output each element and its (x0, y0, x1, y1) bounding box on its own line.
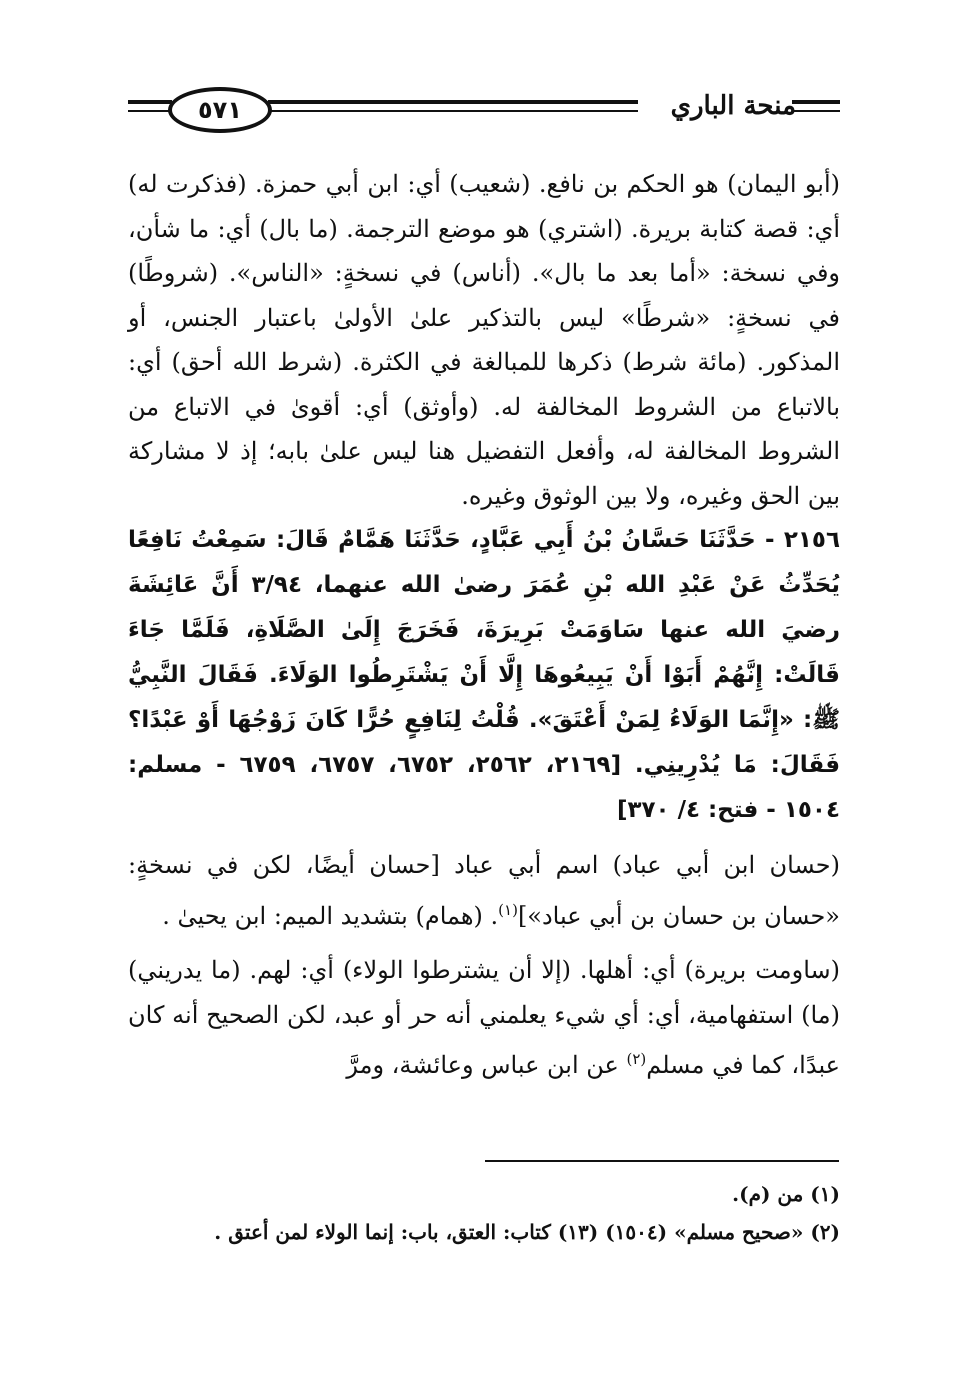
commentary-paragraph-1: (أبو اليمان) هو الحكم بن نافع. (شعيب) أي: ابن أبي حمزة. (فذكرت له) أي: قصة كتابة بريرة. (اشتري) هو موضع الترجمة. (ما بال) أي: ما شأن، وفي نسخة: «أما بعد ما بال». (أناس) في نسخةٍ: «الناس». (شروطًا) في نسخةٍ: «شرطًا» ليس بالتذكير علىٰ الأولىٰ باعتبار الجنس، أو المذكور. (مائة شرط) ذكرها للمبالغة في الكثرة. (شرط الله أحق) أي: بالاتباع من الشروط المخالفة له. (وأوثق) أي: أقوىٰ في الاتباع من الشروط المخالفة له، وأفعل التفضيل هنا ليس علىٰ بابه؛ إذ لا مشاركة بين الحق وغيره، ولا بين الوثوق وغيره. (128, 170, 841, 510)
paragraph-2-text: (حسان ابن أبي عباد) اسم أبي عباد [حسان أيضًا، لكن في نسخةٍ: «حسان بن حسان بن أبي عباد»] (128, 851, 840, 930)
footnote-ref-2: (٢) (626, 1050, 647, 1068)
header-rule-left-top (128, 100, 172, 104)
footnotes (110, 1175, 840, 1251)
page-number: ٥٧١ (168, 87, 272, 133)
page-header (128, 85, 818, 135)
header-rule-right-bottom (792, 110, 840, 112)
header-rule-right-top (792, 100, 840, 104)
footnote-ref-1: (١) (498, 900, 518, 919)
footnote-separator (485, 1160, 839, 1162)
paragraph-3-text-end: عن ابن عباس وعائشة، ومرَّ (346, 1051, 627, 1079)
paragraph-3-text: (ساومت بريرة) أي: أهلها. (إلا أن يشترطوا الولاء) أي: لهم. (ما يدريني) (ما) استفهامية، أي: أي شيء يعلمني أنه حر أو عبد، لكن الصحيح أنه كان عبدًا، كما في مسلم (128, 956, 840, 1079)
header-rule-middle-bottom (268, 110, 638, 112)
commentary-paragraph-2 (128, 843, 840, 938)
book-title: منحة الباري (670, 91, 796, 121)
commentary-paragraph-3 (128, 948, 840, 1088)
hadith-text: ٢١٥٦ - حَدَّثَنَا حَسَّانُ بْنُ أَبِي عَبَّادٍ، حَدَّثَنَا هَمَّامٌ قَالَ: سَمِعْتُ نَافِعًا يُحَدِّثُ عَنْ عَبْدِ الله بْنِ عُمَرَ رضىٰ الله عنهما، ٣/٩٤ أَنَّ عَائِشَةَ رضيَ الله عنها سَاوَمَتْ بَرِيرَةَ، فَخَرَجَ إِلَىٰ الصَّلَاةِ، فَلَمَّا جَاءَ قَالَتْ: إِنَّهُمْ أَبَوْا أَنْ يَبِيعُوهَا إِلَّا أَنْ يَشْتَرِطُوا الوَلَاءَ. فَقَالَ النَّبِيُّ ﷺ: «إِنَّمَا الوَلَاءُ لِمَنْ أَعْتَقَ». قُلْتُ لِنَافِعٍ حُرًّا كَانَ زَوْجُهَا أَوْ عَبْدًا؟ فَقَالَ: مَا يُدْرِينِي. [٢١٦٩، ٢٥٦٢، ٦٧٥٢، ٦٧٥٧، ٦٧٥٩ - مسلم: ١٥٠٤ - فتح: ٤/ ٣٧٠] (128, 527, 841, 823)
header-rule-left-bottom (128, 110, 172, 112)
header-rule-middle-top (268, 100, 638, 104)
paragraph-2-text-end: . (همام) بتشديد الميم: ابن يحيىٰ . (162, 901, 499, 930)
footnote-2: (٢) «صحيح مسلم» (١٥٠٤) (١٣) كتاب: العتق، باب: إنما الولاء لمن أعتق . (214, 1220, 840, 1244)
footnote-1: (١) من (م). (732, 1182, 840, 1206)
page-body (128, 162, 840, 1088)
